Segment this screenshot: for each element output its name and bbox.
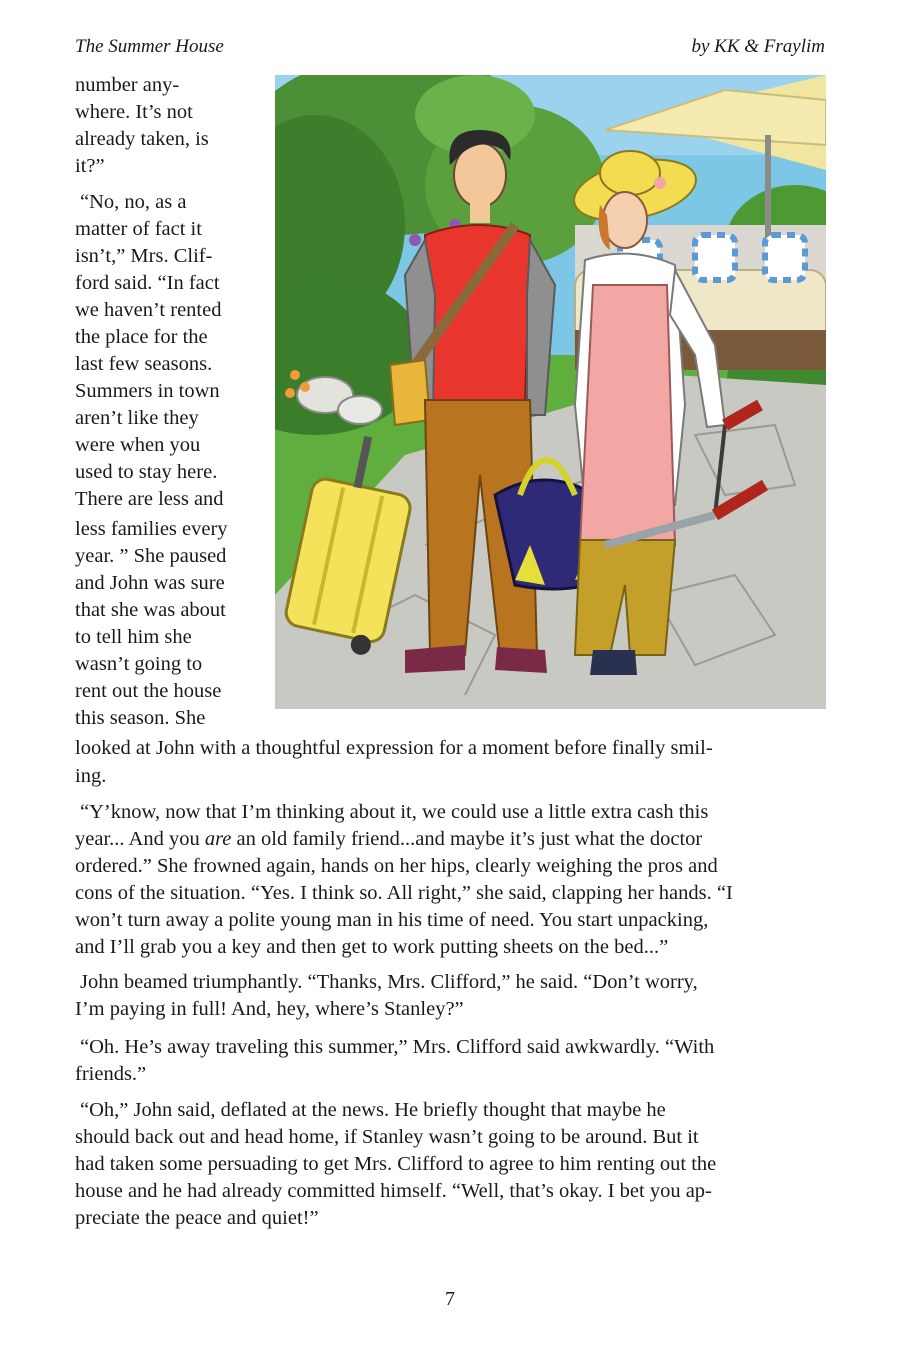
text-line: we haven’t rented bbox=[75, 299, 222, 321]
text-line: “Y’know, now that I’m thinking about it, we could use a little extra cash this bbox=[80, 801, 709, 823]
running-head bbox=[75, 36, 825, 60]
text-line: had taken some persuading to get Mrs. Clifford to agree to him renting out the bbox=[75, 1153, 717, 1175]
text-line: aren’t like they bbox=[75, 407, 199, 429]
text-line: last few seasons. bbox=[75, 353, 213, 375]
text-line: wasn’t going to bbox=[75, 653, 203, 675]
text-line: “Oh,” John said, deflated at the news. He briefly thought that maybe he bbox=[80, 1099, 666, 1121]
emphasis-text: are bbox=[204, 828, 232, 850]
text-line: should back out and head home, if Stanley wasn’t going to be around. But it bbox=[75, 1126, 699, 1148]
text-line: and I’ll grab you a key and then get to work putting sheets on the bed...” bbox=[75, 936, 669, 958]
text-line: less families every bbox=[75, 518, 228, 540]
text-line: preciate the peace and quiet!” bbox=[75, 1207, 319, 1229]
text-line: the place for the bbox=[75, 326, 208, 348]
text-line: I’m paying in full! And, hey, where’s Stanley?” bbox=[75, 998, 464, 1020]
text-line: cons of the situation. “Yes. I think so. All right,” she said, clapping her hands. “I bbox=[75, 882, 733, 904]
text-line: ford said. “In fact bbox=[75, 272, 220, 294]
text-line: rent out the house bbox=[75, 680, 222, 702]
text-segment: year... And you bbox=[75, 828, 205, 850]
text-line: friends.” bbox=[75, 1063, 147, 1085]
text-segment: an old family friend...and maybe it’s just what the doctor bbox=[231, 828, 703, 850]
text-line: matter of fact it bbox=[75, 218, 202, 240]
text-line: isn’t,” Mrs. Clif- bbox=[75, 245, 213, 267]
text-line: There are less and bbox=[75, 488, 224, 510]
text-line: house and he had already committed himself. “Well, that’s okay. I bet you ap- bbox=[75, 1180, 712, 1202]
text-line: already taken, is bbox=[75, 128, 209, 150]
text-line: it?” bbox=[75, 155, 105, 177]
text-line: this season. She bbox=[75, 707, 206, 729]
garden-scene-illustration bbox=[275, 75, 826, 709]
illustration-svg bbox=[275, 75, 826, 709]
text-line bbox=[75, 826, 702, 852]
text-line: Summers in town bbox=[75, 380, 220, 402]
text-line: won’t turn away a polite young man in his time of need. You start unpacking, bbox=[75, 909, 709, 931]
text-line: used to stay here. bbox=[75, 461, 218, 483]
text-line: that she was about bbox=[75, 599, 226, 621]
text-line: and John was sure bbox=[75, 572, 225, 594]
text-line: where. It’s not bbox=[75, 101, 193, 123]
text-line: were when you bbox=[75, 434, 201, 456]
text-line: ing. bbox=[75, 765, 107, 787]
text-line: ordered.” She frowned again, hands on her hips, clearly weighing the pros and bbox=[75, 855, 718, 877]
text-line: “No, no, as a bbox=[80, 191, 187, 213]
text-line: John beamed triumphantly. “Thanks, Mrs. Clifford,” he said. “Don’t worry, bbox=[80, 971, 698, 993]
text-line: year. ” She paused bbox=[75, 545, 227, 567]
text-line: looked at John with a thoughtful expression for a moment before finally smil- bbox=[75, 737, 713, 759]
text-line: number any- bbox=[75, 74, 180, 96]
text-line: “Oh. He’s away traveling this summer,” Mrs. Clifford said awkwardly. “With bbox=[80, 1036, 715, 1058]
page-number: 7 bbox=[445, 1288, 455, 1310]
authors: by KK & Fraylim bbox=[691, 36, 825, 57]
text-line: to tell him she bbox=[75, 626, 192, 648]
book-title: The Summer House bbox=[75, 36, 224, 57]
